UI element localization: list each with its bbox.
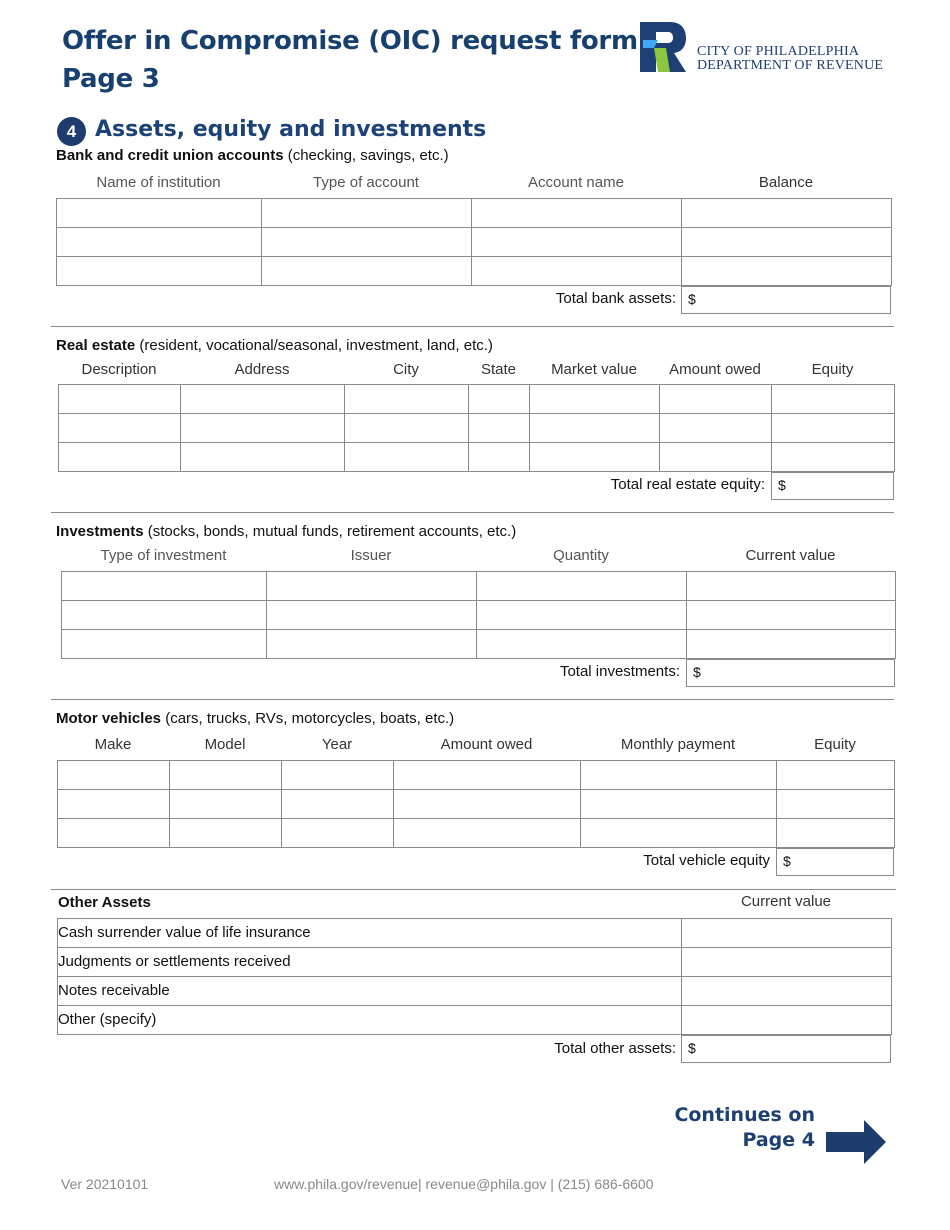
table-cell[interactable] — [59, 385, 181, 414]
table-cell[interactable] — [777, 790, 895, 819]
table-cell[interactable] — [687, 601, 896, 630]
bank-col-balance: Balance — [758, 174, 814, 191]
table-cell[interactable] — [345, 385, 469, 414]
logo-city-name: CITY OF PHILADELPHIA — [697, 44, 860, 59]
table-cell[interactable] — [394, 819, 581, 848]
table-cell[interactable] — [59, 414, 181, 443]
table-cell[interactable] — [777, 761, 895, 790]
table-cell[interactable] — [772, 385, 895, 414]
bank-col-institution: Name of institution — [96, 174, 221, 191]
veh-col-model: Model — [204, 736, 246, 753]
bank-col-account-name: Account name — [528, 174, 624, 191]
table-cell[interactable] — [170, 790, 282, 819]
table-cell[interactable] — [682, 199, 892, 228]
table-cell[interactable] — [469, 443, 530, 472]
table-cell[interactable] — [59, 443, 181, 472]
table-cell[interactable] — [530, 443, 660, 472]
vehicles-total-field[interactable]: $ — [776, 848, 894, 876]
other-assets-total-field[interactable]: $ — [681, 1035, 891, 1063]
table-cell[interactable] — [170, 819, 282, 848]
table-cell[interactable] — [682, 257, 892, 286]
table-cell[interactable] — [262, 199, 472, 228]
veh-col-make: Make — [94, 736, 132, 753]
table-cell[interactable] — [282, 819, 394, 848]
section-divider — [51, 699, 894, 700]
real-estate-heading-note: (resident, vocational/seasonal, investment, land, etc.) — [139, 337, 493, 354]
table-cell[interactable] — [58, 790, 170, 819]
section-number-badge: 4 — [57, 117, 86, 146]
table-cell[interactable] — [682, 919, 892, 948]
table-cell[interactable] — [262, 228, 472, 257]
table-cell[interactable] — [469, 414, 530, 443]
section-divider — [51, 512, 894, 513]
other-asset-label: Cash surrender value of life insurance — [58, 919, 682, 948]
vehicles-heading-bold: Motor vehicles — [56, 710, 162, 727]
investments-heading-bold: Investments — [56, 523, 144, 540]
re-col-amount-owed: Amount owed — [669, 361, 761, 378]
other-asset-label: Judgments or settlements received — [58, 948, 682, 977]
real-estate-heading — [56, 336, 493, 356]
other-assets-heading: Other Assets — [58, 894, 151, 911]
vehicles-table — [57, 760, 895, 848]
table-cell[interactable] — [477, 630, 687, 659]
table-cell[interactable] — [581, 761, 777, 790]
table-cell[interactable] — [477, 601, 687, 630]
re-col-equity: Equity — [811, 361, 854, 378]
table-cell[interactable] — [660, 443, 772, 472]
investments-total-field[interactable]: $ — [686, 659, 895, 687]
table-cell[interactable] — [682, 1006, 892, 1035]
table-cell[interactable] — [262, 257, 472, 286]
table-cell[interactable] — [267, 572, 477, 601]
real-estate-total-label: Total real estate equity: — [610, 476, 765, 493]
table-cell[interactable] — [682, 977, 892, 1006]
real-estate-table — [58, 384, 895, 472]
table-cell[interactable] — [687, 630, 896, 659]
investments-heading — [56, 522, 516, 542]
vehicles-total-label: Total vehicle equity — [643, 852, 770, 869]
inv-col-type: Type of investment — [100, 547, 227, 564]
bank-total-field[interactable]: $ — [681, 286, 891, 314]
table-cell[interactable] — [682, 228, 892, 257]
page-number-title: Page 3 — [62, 64, 160, 94]
table-cell[interactable] — [62, 572, 267, 601]
table-cell[interactable] — [687, 572, 896, 601]
table-cell[interactable] — [660, 385, 772, 414]
table-cell[interactable] — [394, 761, 581, 790]
vehicles-heading — [56, 709, 454, 729]
bank-heading-note: (checking, savings, etc.) — [287, 147, 449, 164]
section-divider — [51, 326, 894, 327]
continues-on-label: Continues on — [674, 1104, 815, 1126]
table-cell[interactable] — [777, 819, 895, 848]
bank-heading — [56, 146, 449, 166]
other-asset-label: Notes receivable — [58, 977, 682, 1006]
city-logo-icon — [640, 22, 688, 72]
table-cell[interactable] — [57, 199, 262, 228]
table-cell[interactable] — [282, 761, 394, 790]
table-cell[interactable] — [772, 443, 895, 472]
table-cell[interactable] — [472, 199, 682, 228]
table-cell[interactable] — [530, 414, 660, 443]
table-cell[interactable] — [181, 443, 345, 472]
investments-heading-note: (stocks, bonds, mutual funds, retirement accounts, etc.) — [147, 523, 517, 540]
section-divider — [51, 889, 896, 890]
table-cell[interactable] — [660, 414, 772, 443]
re-col-address: Address — [234, 361, 290, 378]
inv-col-current-value: Current value — [745, 547, 836, 564]
veh-col-year: Year — [321, 736, 353, 753]
re-col-description: Description — [81, 361, 157, 378]
veh-col-amount-owed: Amount owed — [440, 736, 533, 753]
bank-accounts-table — [56, 198, 892, 286]
table-cell[interactable] — [62, 630, 267, 659]
table-cell[interactable] — [58, 761, 170, 790]
other-asset-label: Other (specify) — [58, 1006, 682, 1035]
other-assets-table — [57, 918, 892, 1035]
arrow-right-icon — [826, 1120, 886, 1165]
bank-total-label: Total bank assets: — [555, 290, 676, 307]
investments-total-label: Total investments: — [559, 663, 680, 680]
table-cell[interactable] — [394, 790, 581, 819]
section-title: Assets, equity and investments — [95, 117, 487, 142]
table-cell[interactable] — [581, 790, 777, 819]
inv-col-issuer: Issuer — [350, 547, 392, 564]
table-cell[interactable] — [477, 572, 687, 601]
table-cell[interactable] — [181, 414, 345, 443]
table-cell[interactable] — [58, 819, 170, 848]
table-cell[interactable] — [57, 257, 262, 286]
table-cell[interactable] — [267, 601, 477, 630]
table-cell[interactable] — [469, 385, 530, 414]
veh-col-monthly-payment: Monthly payment — [620, 736, 736, 753]
vehicles-heading-note: (cars, trucks, RVs, motorcycles, boats, etc.) — [165, 710, 455, 727]
re-col-city: City — [393, 361, 419, 378]
bank-heading-bold: Bank and credit union accounts — [56, 147, 284, 164]
continues-page-label: Page 4 — [742, 1129, 815, 1151]
table-cell[interactable] — [345, 414, 469, 443]
table-cell[interactable] — [62, 601, 267, 630]
table-cell[interactable] — [267, 630, 477, 659]
table-cell[interactable] — [581, 819, 777, 848]
inv-col-quantity: Quantity — [553, 547, 609, 564]
table-cell[interactable] — [472, 257, 682, 286]
table-cell[interactable] — [772, 414, 895, 443]
table-cell[interactable] — [530, 385, 660, 414]
logo-department-name: DEPARTMENT OF REVENUE — [697, 58, 884, 73]
form-title: Offer in Compromise (OIC) request form — [62, 26, 638, 56]
re-col-state: State — [480, 361, 517, 378]
table-cell[interactable] — [170, 761, 282, 790]
table-cell[interactable] — [57, 228, 262, 257]
table-cell[interactable] — [472, 228, 682, 257]
bank-col-type: Type of account — [313, 174, 419, 191]
table-cell[interactable] — [682, 948, 892, 977]
table-cell[interactable] — [345, 443, 469, 472]
table-cell[interactable] — [282, 790, 394, 819]
re-col-market-value: Market value — [551, 361, 637, 378]
veh-col-equity: Equity — [814, 736, 856, 753]
version-label: Ver 20210101 — [61, 1176, 149, 1192]
table-cell[interactable] — [181, 385, 345, 414]
other-col-current-value: Current value — [740, 893, 832, 910]
investments-table — [61, 571, 896, 659]
contact-info: www.phila.gov/revenue| revenue@phila.gov | (215) 686-6600 — [274, 1176, 654, 1192]
real-estate-total-field[interactable]: $ — [771, 472, 894, 500]
other-assets-total-label: Total other assets: — [554, 1040, 676, 1057]
real-estate-heading-bold: Real estate — [56, 337, 136, 354]
